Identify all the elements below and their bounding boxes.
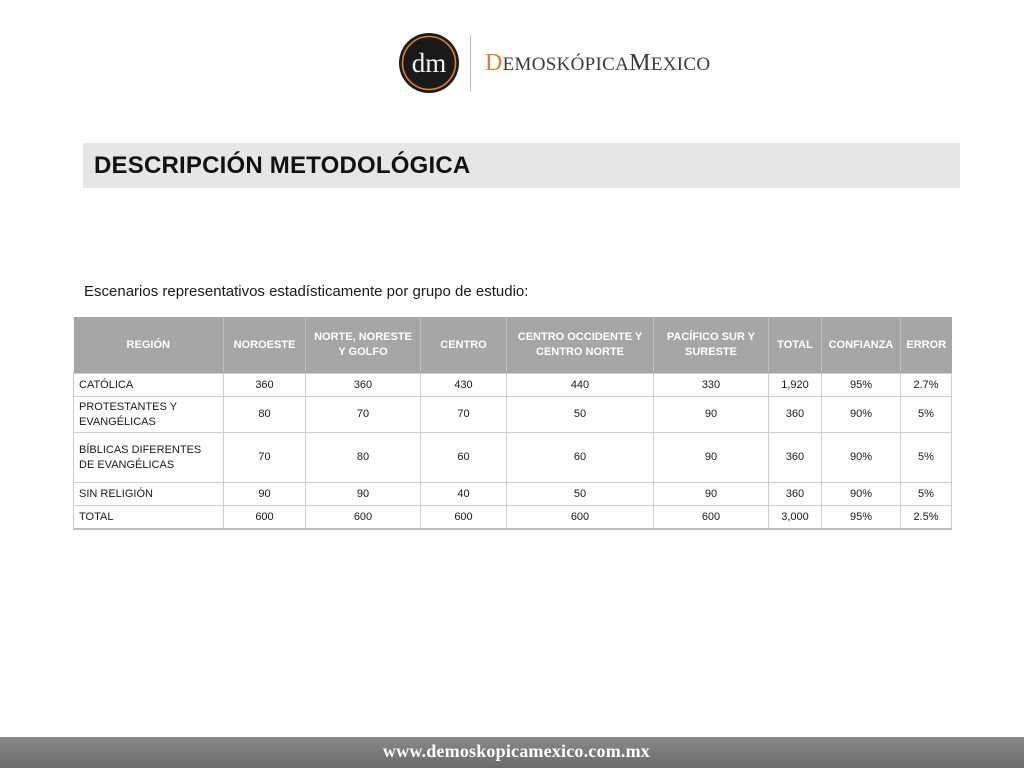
brand-monogram-icon xyxy=(398,32,460,94)
table-cell: 70 xyxy=(421,397,507,433)
table-cell: 70 xyxy=(224,433,306,483)
table-row xyxy=(74,483,952,506)
table-cell: 90 xyxy=(654,397,769,433)
table-cell: 80 xyxy=(224,397,306,433)
table-cell: 50 xyxy=(507,483,654,506)
table-cell: 90 xyxy=(654,483,769,506)
table-caption: Escenarios representativos estadísticamente por grupo de estudio: xyxy=(84,283,529,300)
table-cell: 2.7% xyxy=(901,374,952,397)
table-cell: 40 xyxy=(421,483,507,506)
row-label: PROTESTANTES Y EVANGÉLICAS xyxy=(74,397,224,433)
table-cell: 60 xyxy=(421,433,507,483)
table-cell: 95% xyxy=(822,374,901,397)
table-cell: 95% xyxy=(822,506,901,530)
brand-word-1: EMOSKÓPICA xyxy=(502,53,630,75)
table-cell: 90% xyxy=(822,433,901,483)
table-cell: 3,000 xyxy=(769,506,822,530)
table-cell: 330 xyxy=(654,374,769,397)
table-cell: 360 xyxy=(769,433,822,483)
brand-logo xyxy=(398,30,710,96)
section-title-band xyxy=(83,143,960,188)
table-cell: 430 xyxy=(421,374,507,397)
table-cell: 5% xyxy=(901,433,952,483)
column-header: CENTRO OCCIDENTE Y CENTRO NORTE xyxy=(507,317,654,374)
column-header: TOTAL xyxy=(769,317,822,374)
column-header: PACÍFICO SUR Y SURESTE xyxy=(654,317,769,374)
table-header-row xyxy=(74,317,952,374)
table-cell: 5% xyxy=(901,483,952,506)
logo-monogram-text: dm xyxy=(411,48,447,78)
section-title: DESCRIPCIÓN METODOLÓGICA xyxy=(94,151,471,179)
table-row xyxy=(74,374,952,397)
row-label: CATÓLICA xyxy=(74,374,224,397)
row-label: TOTAL xyxy=(74,506,224,530)
table-cell: 360 xyxy=(306,374,421,397)
table-cell: 440 xyxy=(507,374,654,397)
column-header: CONFIANZA xyxy=(822,317,901,374)
table-cell: 360 xyxy=(769,397,822,433)
table-cell: 70 xyxy=(306,397,421,433)
column-header: ERROR xyxy=(901,317,952,374)
table-cell: 90 xyxy=(306,483,421,506)
table-cell: 600 xyxy=(421,506,507,530)
table-cell: 2.5% xyxy=(901,506,952,530)
table-cell: 5% xyxy=(901,397,952,433)
column-header: REGIÓN xyxy=(74,317,224,374)
table-cell: 600 xyxy=(224,506,306,530)
table-cell: 60 xyxy=(507,433,654,483)
table-row xyxy=(74,433,952,483)
logo-divider xyxy=(470,35,471,91)
footer-website-link[interactable]: www.demoskopicamexico.com.mx xyxy=(382,741,650,761)
column-header: NOROESTE xyxy=(224,317,306,374)
table-cell: 600 xyxy=(306,506,421,530)
table-cell: 1,920 xyxy=(769,374,822,397)
table-cell: 50 xyxy=(507,397,654,433)
brand-initial-m: M xyxy=(629,49,651,76)
table-total-row xyxy=(74,506,952,530)
table-cell: 600 xyxy=(654,506,769,530)
table-cell: 90% xyxy=(822,483,901,506)
table-cell: 360 xyxy=(769,483,822,506)
footer-bar xyxy=(0,737,1024,768)
column-header: CENTRO xyxy=(421,317,507,374)
table-row xyxy=(74,397,952,433)
table-cell: 90 xyxy=(224,483,306,506)
brand-initial-d: D xyxy=(485,49,503,76)
brand-word-2: EXICO xyxy=(650,53,711,75)
table-cell: 80 xyxy=(306,433,421,483)
sample-table xyxy=(73,317,952,530)
table-cell: 600 xyxy=(507,506,654,530)
row-label: SIN RELIGIÓN xyxy=(74,483,224,506)
table-cell: 90 xyxy=(654,433,769,483)
row-label: BÍBLICAS DIFERENTES DE EVANGÉLICAS xyxy=(74,433,224,483)
table-cell: 360 xyxy=(224,374,306,397)
brand-wordmark xyxy=(485,50,710,77)
column-header: NORTE, NORESTE Y GOLFO xyxy=(306,317,421,374)
table-cell: 90% xyxy=(822,397,901,433)
